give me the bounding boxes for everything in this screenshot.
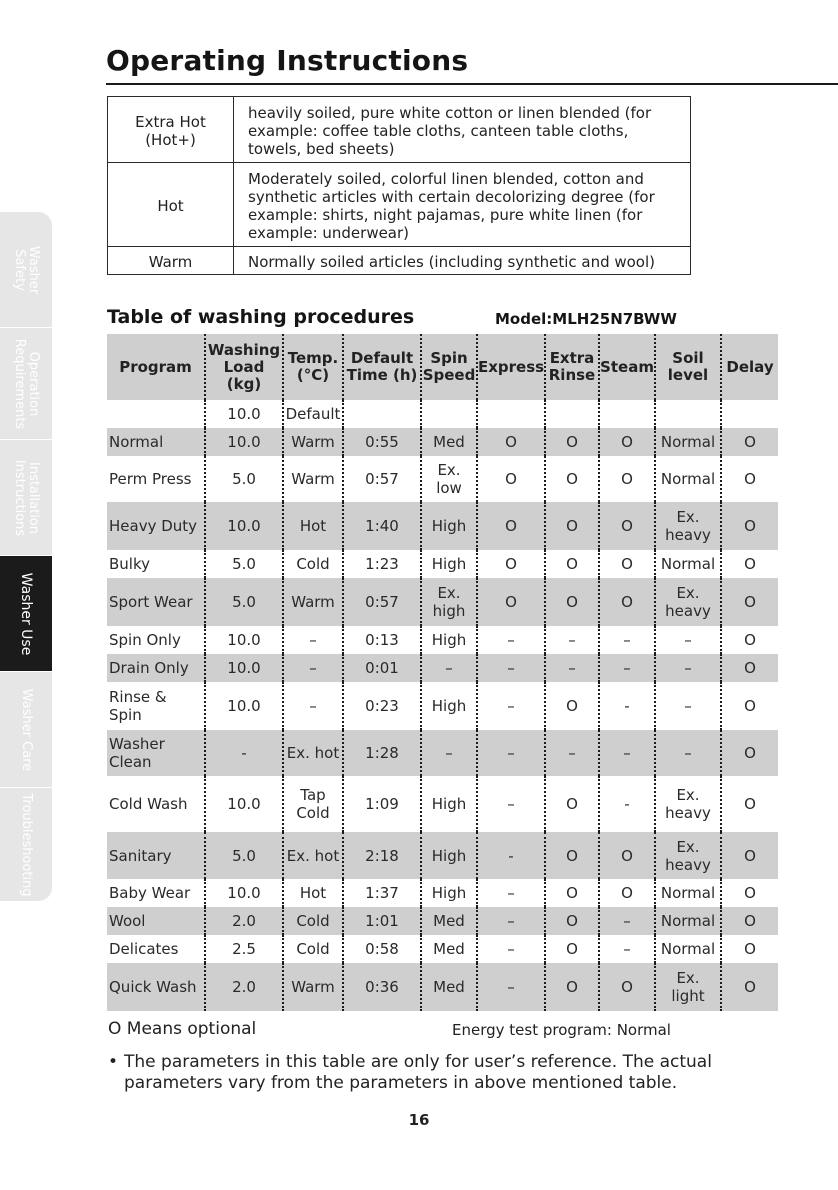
table-cell: – [477,626,545,654]
note-bullet: • [108,1052,119,1072]
table-cell: 0:36 [343,963,421,1011]
table-cell [721,400,778,428]
column-header: Temp. (°C) [283,334,343,400]
table-cell: 1:01 [343,907,421,935]
column-header: Default Time (h) [343,334,421,400]
table-cell: - [599,682,655,730]
tab-label: Troubleshooting [19,792,34,897]
table-cell: O [721,730,778,776]
table-row [107,879,778,907]
program-name: Wool [107,907,205,935]
table-cell: High [421,550,477,578]
table-cell: – [477,935,545,963]
table-cell: Ex. light [655,963,721,1011]
table-cell: High [421,879,477,907]
table-cell: Ex. hot [283,730,343,776]
table-cell: – [477,963,545,1011]
program-name: Sport Wear [107,578,205,626]
table-cell: Normal [655,879,721,907]
table-cell: - [599,776,655,832]
table-cell [655,400,721,428]
program-name: Cold Wash [109,795,188,813]
table-row [107,776,778,832]
table-cell: O [599,963,655,1011]
table-cell: – [477,682,545,730]
table-cell: O [721,682,778,730]
table-cell: 5.0 [205,456,283,502]
table-cell: Cold [283,935,343,963]
page-title: Operating Instructions [106,44,469,77]
program-name: Quick Wash [107,963,205,1011]
table-cell: 0:55 [343,428,421,456]
table-row [107,428,778,456]
column-header: Delay [721,334,778,400]
table-cell: – [599,907,655,935]
table-cell: Hot [283,502,343,550]
temperature-description: Moderately soiled, colorful linen blended, cotton and synthetic articles with certain decolorizing degree (for example: shirts, night pajamas, pure white linen (for example: underwear) [234,163,691,247]
table-cell: O [545,456,599,502]
program-name: Normal [107,428,205,456]
table-cell: Tap Cold [283,776,343,832]
table-cell: O [545,879,599,907]
temperature-description: Normally soiled articles (including synthetic and wool) [234,247,691,275]
table-cell: 5.0 [205,578,283,626]
table-cell: 1:23 [343,550,421,578]
table-cell: O [721,879,778,907]
table-cell: – [599,654,655,682]
table-cell: 2.0 [205,963,283,1011]
procedures-header [107,334,778,400]
table-row [107,682,778,730]
table-cell: O [721,832,778,879]
table-cell: Normal [655,935,721,963]
table-cell: - [205,730,283,776]
table-row [107,502,778,550]
table-row [107,907,778,935]
table-cell: O [545,935,599,963]
table-cell: 10.0 [205,879,283,907]
table-cell: High [421,832,477,879]
procedures-table [107,334,778,1011]
program-name: Bulky [109,555,150,573]
procedures-body [107,400,778,1011]
table-cell: Med [421,935,477,963]
tab-label: Operation Requirements [12,338,41,429]
table-cell: Default [283,400,343,428]
table-cell: – [477,907,545,935]
table-cell [343,400,421,428]
table-row [107,626,778,654]
table-cell: 2.0 [205,907,283,935]
column-header: Washing Load (kg) [205,334,283,400]
table-cell: – [599,730,655,776]
table-row [107,578,778,626]
table-cell: O [545,963,599,1011]
title-rule [106,83,838,85]
table-cell: O [599,832,655,879]
table-cell: High [421,776,477,832]
tab-label: Washer Use [18,572,34,655]
program-name: Perm Press [109,470,192,488]
table-cell: – [283,682,343,730]
tab-washer-safety[interactable] [0,212,52,328]
table-cell [421,400,477,428]
tab-washer-use[interactable] [0,556,52,672]
table-cell: O [545,832,599,879]
column-header: Spin Speed [421,334,477,400]
table-cell: O [477,502,545,550]
model-number: Model:MLH25N7BWW [495,310,677,328]
table-cell: – [655,682,721,730]
table-cell: 1:09 [343,776,421,832]
table-cell: – [655,730,721,776]
table-cell: Med [421,963,477,1011]
table-cell: – [477,730,545,776]
page-number: 16 [408,1111,430,1129]
table-cell: O [599,879,655,907]
program-name: Sanitary [107,832,205,879]
column-header: Express [477,334,545,400]
parameters-note: The parameters in this table are only for user’s reference. The actual parameters vary from the parameters in above mentioned table. [124,1052,712,1093]
table-cell: 5.0 [205,832,283,879]
table-cell: Ex. heavy [655,502,721,550]
table-cell: O [545,502,599,550]
table-cell: High [421,502,477,550]
table-cell: O [545,550,599,578]
program-name: Baby Wear [109,884,191,902]
table-cell: 10.0 [205,428,283,456]
table-cell: O [545,682,599,730]
column-header: Steam [599,334,655,400]
table-cell: Normal [655,456,721,502]
table-cell: 2:18 [343,832,421,879]
table-cell [599,400,655,428]
table-cell: 0:23 [343,682,421,730]
table-cell: 0:13 [343,626,421,654]
program-name: Washer Clean [107,730,205,776]
table-cell: O [477,428,545,456]
table-cell: 0:01 [343,654,421,682]
column-header: Extra Rinse [545,334,599,400]
table-cell: 5.0 [205,550,283,578]
table-cell: 10.0 [205,400,283,428]
table-cell: Cold [283,907,343,935]
table-cell: Cold [283,550,343,578]
program-name: Spin Only [109,631,181,649]
temperature-row [108,247,691,275]
table-cell: O [545,776,599,832]
tab-label: Installation Instructions [12,459,41,536]
optional-legend: O Means optional [108,1019,257,1039]
table-cell: High [421,682,477,730]
table-cell: – [655,626,721,654]
table-row [107,730,778,776]
table-cell: O [721,456,778,502]
table-cell: O [545,578,599,626]
table-cell [545,400,599,428]
table-cell: Warm [283,428,343,456]
column-header: Program [107,334,205,400]
table-cell: Normal [655,907,721,935]
table-cell: Ex. high [421,578,477,626]
table-cell: O [599,428,655,456]
temperature-name: Hot [108,163,234,247]
table-row [107,832,778,879]
column-header: Soil level [655,334,721,400]
table-cell: 10.0 [205,654,283,682]
table-row [107,456,778,502]
header-row [107,334,778,400]
table-cell: O [721,654,778,682]
table-cell: O [721,907,778,935]
table-cell: O [721,428,778,456]
table-cell: – [545,654,599,682]
table-cell: Ex. heavy [655,776,721,832]
table-cell: O [545,428,599,456]
table-cell: Normal [655,550,721,578]
table-cell: O [721,626,778,654]
temperature-row [108,97,691,163]
procedures-title: Table of washing procedures [107,306,415,328]
tab-troubleshooting[interactable] [0,788,52,902]
table-cell: 0:57 [343,456,421,502]
table-row [107,963,778,1011]
table-cell: Ex. heavy [655,578,721,626]
table-cell: Warm [283,963,343,1011]
table-cell: 0:57 [343,578,421,626]
table-cell: O [477,550,545,578]
table-cell: O [599,578,655,626]
temperature-name: Extra Hot (Hot+) [108,97,234,163]
table-cell: O [721,776,778,832]
table-cell: Ex. low [421,456,477,502]
table-cell: – [477,879,545,907]
table-cell: - [477,832,545,879]
table-cell: 10.0 [205,682,283,730]
table-cell: 10.0 [205,776,283,832]
table-cell: – [545,626,599,654]
tab-label: Washer Safety [12,245,41,294]
table-cell: O [721,550,778,578]
table-cell: Hot [283,879,343,907]
table-cell: O [721,935,778,963]
table-cell: Warm [283,578,343,626]
table-row [107,654,778,682]
table-cell: 1:40 [343,502,421,550]
temperature-row [108,163,691,247]
program-name: Delicates [109,940,179,958]
table-cell: – [421,730,477,776]
table-cell: – [655,654,721,682]
table-cell: Med [421,428,477,456]
energy-test-note: Energy test program: Normal [452,1021,671,1039]
table-cell: O [721,502,778,550]
table-cell: High [421,626,477,654]
program-name: Heavy Duty [107,502,205,550]
tab-operation-requirements[interactable] [0,328,52,440]
table-row [107,935,778,963]
program-name [107,400,205,428]
table-cell: Warm [283,456,343,502]
table-cell [477,400,545,428]
table-cell: 2.5 [205,935,283,963]
table-cell: Med [421,907,477,935]
table-cell: – [599,935,655,963]
tab-installation-instructions[interactable] [0,440,52,556]
table-cell: Normal [655,428,721,456]
table-cell: O [721,578,778,626]
table-cell: 1:37 [343,879,421,907]
program-name: Rinse & Spin [109,688,167,724]
table-cell: O [721,963,778,1011]
table-cell: Ex. hot [283,832,343,879]
table-cell: – [477,776,545,832]
table-cell: – [599,626,655,654]
table-cell: – [283,654,343,682]
temperature-description: heavily soiled, pure white cotton or linen blended (for example: coffee table cloths, canteen table cloths, towels, bed sheets) [234,97,691,163]
temperature-name: Warm [108,247,234,275]
table-row [107,550,778,578]
table-cell: – [421,654,477,682]
table-cell: O [599,502,655,550]
table-cell: O [477,578,545,626]
table-cell: O [477,456,545,502]
table-cell: 0:58 [343,935,421,963]
table-cell: – [283,626,343,654]
table-row [107,400,778,428]
table-cell: O [599,550,655,578]
temperature-table [107,96,691,275]
program-name: Drain Only [107,654,205,682]
table-cell: O [599,456,655,502]
tab-label: Washer Care [19,688,34,771]
table-cell: O [545,907,599,935]
tab-washer-care[interactable] [0,672,52,788]
table-cell: 1:28 [343,730,421,776]
table-cell: 10.0 [205,626,283,654]
table-cell: 10.0 [205,502,283,550]
table-cell: – [477,654,545,682]
table-cell: – [545,730,599,776]
table-cell: Ex. heavy [655,832,721,879]
